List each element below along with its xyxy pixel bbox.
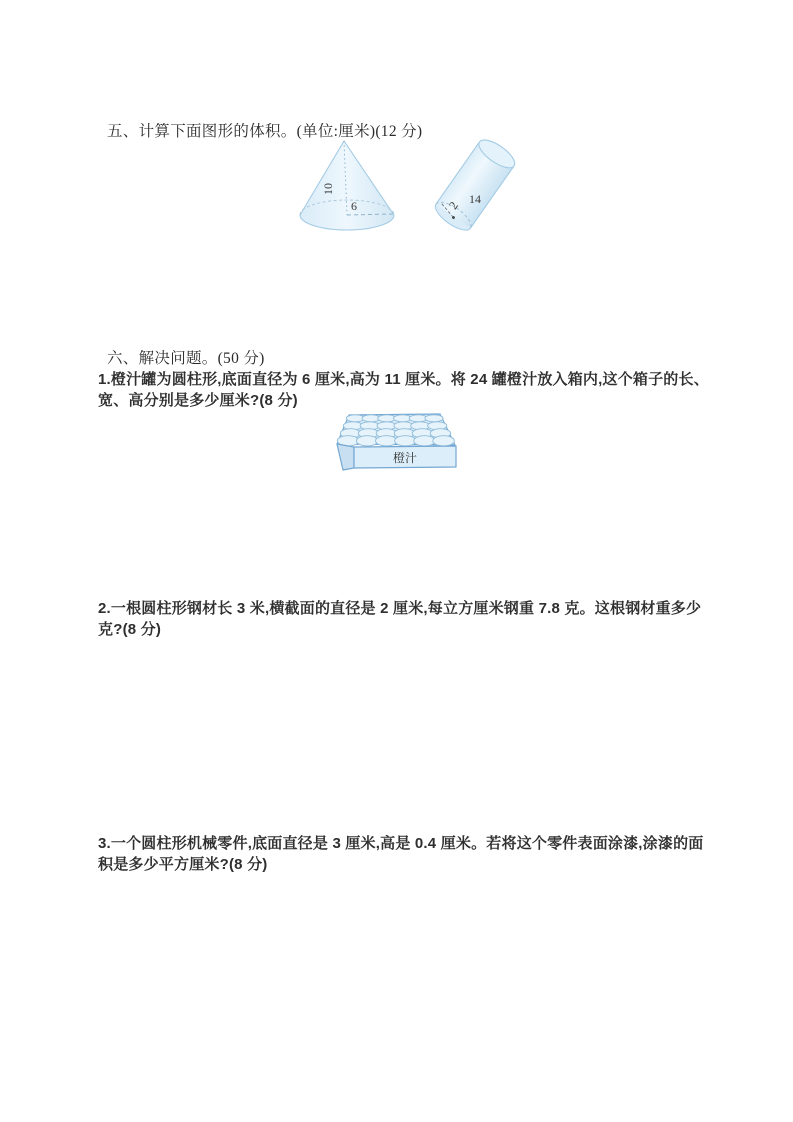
can-top-circle bbox=[433, 436, 455, 446]
section-six-heading: 六、解决问题。(50 分) bbox=[107, 350, 265, 367]
can-top-circle bbox=[425, 415, 443, 422]
problem1-line2: 宽、高分别是多少厘米?(8 分) bbox=[98, 392, 298, 409]
problem3-line2: 积是多少平方厘米?(8 分) bbox=[98, 856, 268, 873]
juice-box-label: 橙汁 bbox=[392, 451, 418, 465]
section-five-heading: 五、计算下面图形的体积。(单位:厘米)(12 分) bbox=[107, 123, 423, 140]
can-circles bbox=[337, 415, 454, 446]
cone-figure bbox=[288, 133, 408, 240]
cylinder-figure bbox=[413, 132, 525, 240]
can-top-circle bbox=[376, 436, 398, 446]
juice-box-figure bbox=[328, 405, 478, 480]
can-top-circle bbox=[356, 436, 378, 446]
cone-body bbox=[300, 141, 394, 230]
problem1-line1: 1.橙汁罐为圆柱形,底面直径为 6 厘米,高为 11 厘米。将 24 罐橙汁放入箱内,这个箱子的长、 bbox=[98, 371, 709, 388]
cylinder-shape bbox=[431, 135, 519, 235]
juice-box-side-face bbox=[337, 444, 354, 470]
can-top-circle bbox=[414, 436, 436, 446]
cone-height-label: 10 bbox=[321, 183, 335, 195]
cylinder-length-label: 14 bbox=[469, 192, 481, 206]
cylinder-radius-label: 2 bbox=[445, 198, 461, 212]
problem2-line1: 2.一根圆柱形钢材长 3 米,横截面的直径是 2 厘米,每立方厘米钢重 7.8 克。这根钢材重多少 bbox=[98, 600, 702, 617]
problem3-line1: 3.一个圆柱形机械零件,底面直径是 3 厘米,高是 0.4 厘米。若将这个零件表面涂漆,涂漆的面 bbox=[98, 835, 704, 852]
problem2-line2: 克?(8 分) bbox=[98, 621, 162, 638]
can-top-circle bbox=[395, 436, 417, 446]
cone-radius-label: 6 bbox=[351, 199, 357, 213]
